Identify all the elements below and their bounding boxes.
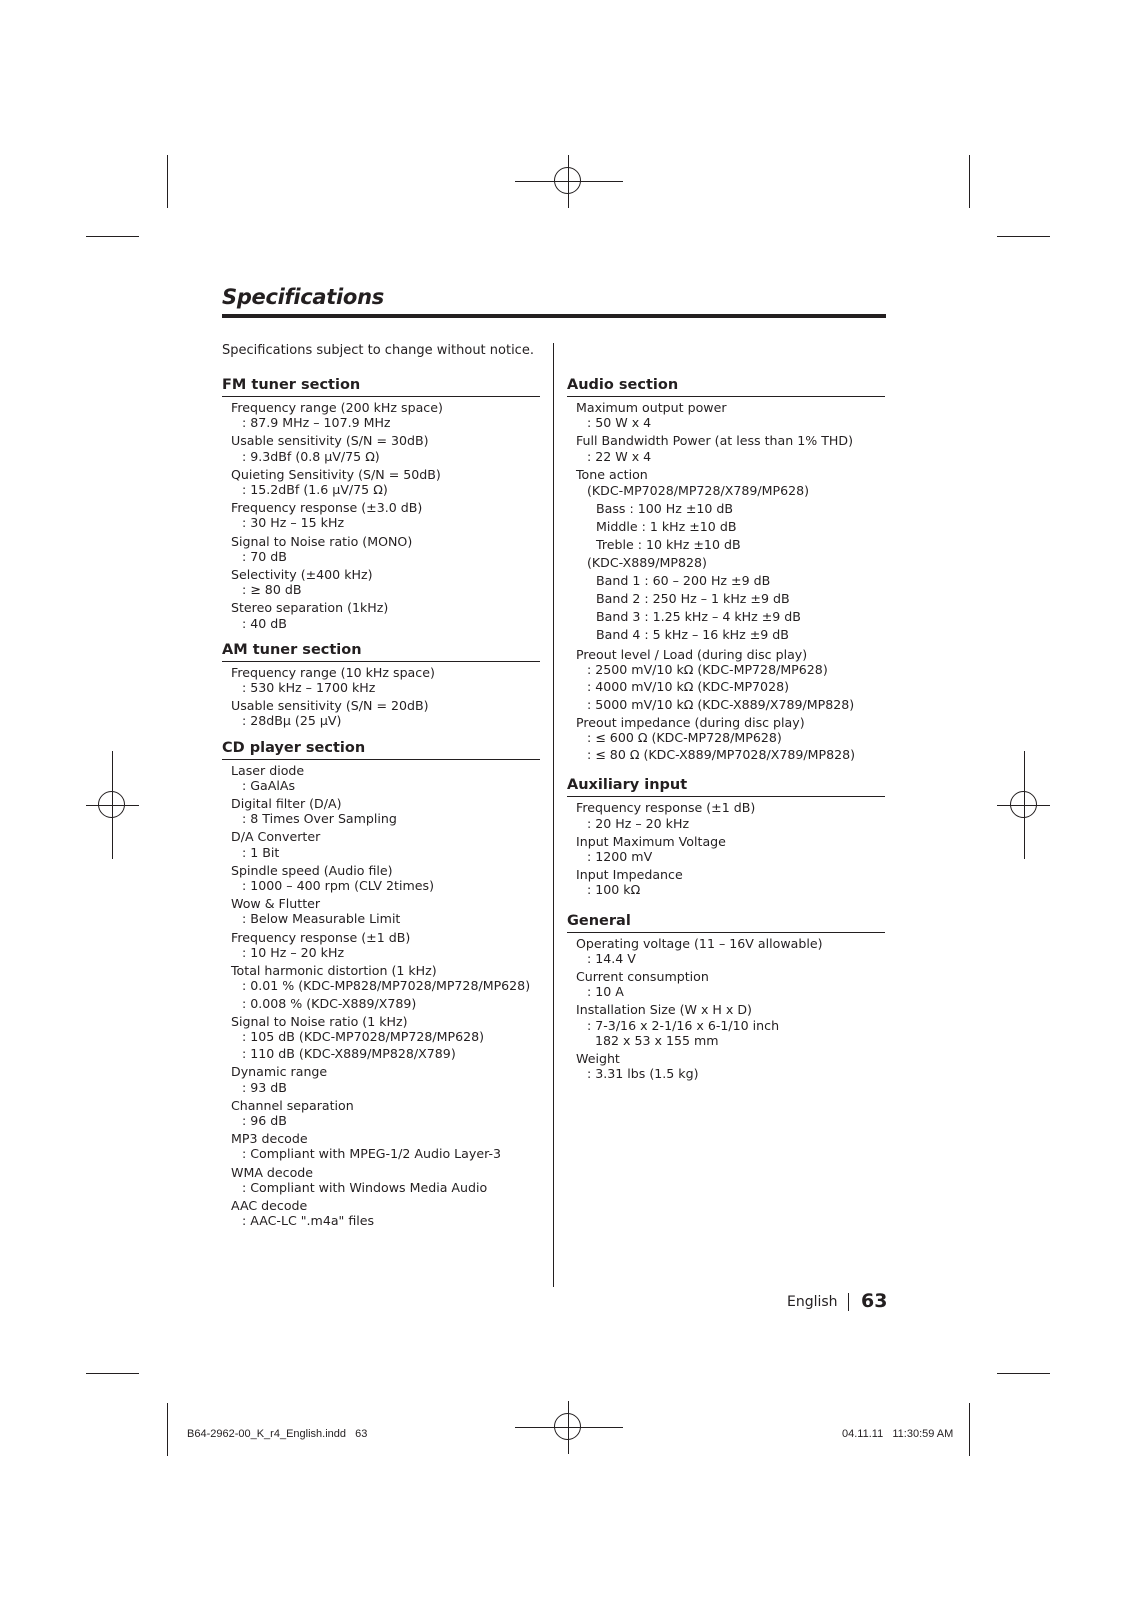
spec-value: : GaAlAs	[242, 777, 296, 793]
print-slug-timestamp: 04.11.11 11:30:59 AM	[842, 1428, 954, 1440]
spec-value: : 10 Hz – 20 kHz	[242, 944, 345, 960]
spec-item	[231, 1064, 540, 1094]
section-heading: Audio section	[567, 376, 885, 397]
spec-value: : 110 dB (KDC-X889/MP828/X789)	[242, 1046, 456, 1062]
spec-value: : 9.3dBf (0.8 μV/75 Ω)	[242, 448, 380, 464]
section-heading: Auxiliary input	[567, 776, 885, 797]
spec-label: Wow & Flutter	[231, 896, 321, 912]
spec-value: 182 x 53 x 155 mm	[587, 1032, 719, 1048]
footer-language: English	[787, 1294, 838, 1310]
spec-item	[231, 930, 540, 960]
tone-band: Band 2 : 250 Hz – 1 kHz ±9 dB	[596, 591, 790, 607]
spec-label: Frequency range (200 kHz space)	[231, 400, 443, 415]
spec-item	[231, 1198, 540, 1228]
column-divider	[553, 343, 554, 1287]
crop-mark	[86, 1373, 139, 1374]
spec-value: : ≤ 80 Ω (KDC-X889/MP7028/X789/MP828)	[587, 747, 856, 763]
spec-value: : 100 kΩ	[587, 882, 641, 898]
registration-target-icon	[548, 161, 588, 201]
spec-label: Weight	[576, 1051, 620, 1067]
spec-item	[576, 1002, 885, 1048]
spec-label: Channel separation	[231, 1097, 354, 1113]
spec-label: Usable sensitivity (S/N = 20dB)	[231, 698, 429, 714]
general-section	[567, 912, 885, 1082]
spec-item	[231, 896, 540, 926]
spec-item	[576, 647, 885, 712]
spec-value: : 0.01 % (KDC-MP828/MP7028/MP728/MP628)	[242, 978, 531, 994]
spec-value: : 15.2dBf (1.6 μV/75 Ω)	[242, 482, 388, 498]
spec-value: : 8 Times Over Sampling	[242, 811, 397, 827]
tone-model-group: (KDC-X889/MP828)	[587, 555, 707, 571]
spec-value: : 7-3/16 x 2-1/16 x 6-1/10 inch	[587, 1017, 780, 1033]
spec-item	[576, 969, 885, 999]
spec-label: Maximum output power	[576, 400, 727, 415]
spec-value: : ≥ 80 dB	[242, 582, 302, 598]
spec-item	[231, 1098, 540, 1128]
crop-mark	[969, 1403, 970, 1456]
spec-item	[576, 1051, 885, 1081]
page-title: Specifications	[222, 285, 384, 309]
spec-label: Stereo separation (1kHz)	[231, 600, 389, 616]
spec-label: MP3 decode	[231, 1131, 308, 1147]
crop-mark	[86, 236, 139, 237]
crop-mark	[969, 155, 970, 208]
spec-item	[231, 467, 540, 497]
spec-value: : 3.31 lbs (1.5 kg)	[587, 1066, 699, 1082]
spec-label: Input Impedance	[576, 867, 683, 883]
spec-item	[576, 467, 885, 644]
crop-mark	[167, 1403, 168, 1456]
spec-label: Input Maximum Voltage	[576, 833, 726, 849]
spec-item	[231, 534, 540, 564]
spec-value: : 10 A	[587, 984, 624, 1000]
spec-label: Full Bandwidth Power (at less than 1% THD)	[576, 433, 853, 449]
title-rule	[222, 314, 886, 318]
spec-value: : 20 Hz – 20 kHz	[587, 815, 690, 831]
spec-value: : Below Measurable Limit	[242, 911, 401, 927]
spec-label: Current consumption	[576, 969, 709, 985]
spec-label: Dynamic range	[231, 1064, 328, 1080]
spec-value: : AAC-LC ".m4a" files	[242, 1213, 375, 1229]
spec-item	[231, 500, 540, 530]
spec-value: : 5000 mV/10 kΩ (KDC-X889/X789/MP828)	[587, 696, 855, 712]
crop-mark	[997, 236, 1050, 237]
spec-value: : 40 dB	[242, 615, 287, 631]
spec-label: Quieting Sensitivity (S/N = 50dB)	[231, 466, 441, 482]
spec-item	[231, 829, 540, 859]
spec-item	[576, 433, 885, 463]
spec-value: : Compliant with MPEG-1/2 Audio Layer-3	[242, 1146, 502, 1162]
spec-value: : 2500 mV/10 kΩ (KDC-MP728/MP628)	[587, 662, 828, 678]
spec-label: Selectivity (±400 kHz)	[231, 567, 373, 583]
spec-item	[231, 863, 540, 893]
section-heading: General	[567, 912, 885, 933]
spec-item	[231, 400, 540, 430]
spec-value: : 28dBμ (25 μV)	[242, 713, 342, 729]
spec-label: Spindle speed (Audio file)	[231, 862, 393, 878]
print-slug-filename: B64-2962-00_K_r4_English.indd 63	[187, 1428, 368, 1440]
registration-target-icon	[92, 785, 132, 825]
spec-item	[231, 567, 540, 597]
spec-label: Operating voltage (11 – 16V allowable)	[576, 935, 823, 951]
spec-label: Signal to Noise ratio (1 kHz)	[231, 1013, 408, 1029]
spec-label: Preout impedance (during disc play)	[576, 714, 805, 730]
spec-label: Preout level / Load (during disc play)	[576, 647, 808, 663]
spec-value: : 96 dB	[242, 1112, 287, 1128]
spec-label: Frequency response (±1 dB)	[231, 929, 411, 945]
spec-label: Tone action	[576, 466, 648, 482]
spec-label: Frequency response (±3.0 dB)	[231, 500, 423, 516]
spec-item	[576, 400, 885, 430]
spec-item	[576, 715, 885, 763]
spec-item	[576, 936, 885, 966]
spec-label: Laser diode	[231, 762, 305, 778]
spec-value: : 14.4 V	[587, 950, 636, 966]
spec-value: : 105 dB (KDC-MP7028/MP728/MP628)	[242, 1028, 485, 1044]
spec-label: AAC decode	[231, 1197, 308, 1213]
spec-value: : ≤ 600 Ω (KDC-MP728/MP628)	[587, 730, 782, 746]
spec-label: Frequency range (10 kHz space)	[231, 664, 435, 680]
spec-item	[231, 665, 540, 695]
tone-band: Band 1 : 60 – 200 Hz ±9 dB	[596, 573, 771, 589]
tone-band: Middle : 1 kHz ±10 dB	[596, 519, 737, 535]
tone-band: Band 3 : 1.25 kHz – 4 kHz ±9 dB	[596, 609, 801, 625]
spec-value: : 4000 mV/10 kΩ (KDC-MP7028)	[587, 679, 790, 695]
spec-label: Installation Size (W x H x D)	[576, 1002, 752, 1018]
am-tuner-section	[222, 641, 540, 729]
spec-label: D/A Converter	[231, 829, 321, 845]
fm-tuner-section	[222, 376, 540, 631]
audio-section	[567, 376, 885, 762]
spec-value: : 530 kHz – 1700 kHz	[242, 680, 376, 696]
left-column	[222, 376, 540, 1238]
spec-item	[576, 834, 885, 864]
spec-item	[231, 433, 540, 463]
spec-item	[576, 800, 885, 830]
spec-value: : 50 W x 4	[587, 415, 652, 431]
spec-item	[231, 1014, 540, 1062]
spec-value: : 70 dB	[242, 548, 287, 564]
registration-target-icon	[548, 1407, 588, 1447]
crop-mark	[167, 155, 168, 208]
spec-value: : 1200 mV	[587, 849, 653, 865]
page-number: 63	[861, 1290, 888, 1312]
spec-item	[231, 600, 540, 630]
spec-item	[231, 1165, 540, 1195]
spec-value: : Compliant with Windows Media Audio	[242, 1179, 488, 1195]
spec-label: Usable sensitivity (S/N = 30dB)	[231, 433, 429, 449]
section-heading: FM tuner section	[222, 376, 540, 397]
section-heading: CD player section	[222, 739, 540, 760]
spec-label: Frequency response (±1 dB)	[576, 800, 756, 816]
notice-text: Specifications subject to change without notice.	[222, 343, 534, 358]
footer-separator	[848, 1293, 849, 1311]
spec-label: Signal to Noise ratio (MONO)	[231, 533, 413, 549]
tone-model-group: (KDC-MP7028/MP728/X789/MP628)	[587, 483, 810, 499]
auxiliary-input-section	[567, 776, 885, 897]
spec-value: : 93 dB	[242, 1079, 287, 1095]
spec-item	[231, 763, 540, 793]
spec-label: WMA decode	[231, 1164, 314, 1180]
spec-label: Total harmonic distortion (1 kHz)	[231, 963, 437, 979]
tone-band: Bass : 100 Hz ±10 dB	[596, 501, 734, 517]
spec-value: : 1000 – 400 rpm (CLV 2times)	[242, 878, 434, 894]
spec-value: : 87.9 MHz – 107.9 MHz	[242, 415, 391, 431]
spec-value: : 22 W x 4	[587, 448, 652, 464]
tone-band: Band 4 : 5 kHz – 16 kHz ±9 dB	[596, 627, 789, 643]
right-column	[567, 376, 885, 1091]
cd-player-section	[222, 739, 540, 1229]
spec-item	[231, 698, 540, 728]
spec-item	[231, 963, 540, 1011]
spec-value: : 30 Hz – 15 kHz	[242, 515, 345, 531]
spec-label: Digital filter (D/A)	[231, 796, 342, 812]
crop-mark	[997, 1373, 1050, 1374]
tone-band: Treble : 10 kHz ±10 dB	[596, 537, 741, 553]
spec-item	[576, 867, 885, 897]
spec-value: : 1 Bit	[242, 844, 280, 860]
spec-item	[231, 796, 540, 826]
section-heading: AM tuner section	[222, 641, 540, 662]
spec-value: : 0.008 % (KDC-X889/X789)	[242, 995, 417, 1011]
registration-target-icon	[1004, 785, 1044, 825]
spec-item	[231, 1131, 540, 1161]
